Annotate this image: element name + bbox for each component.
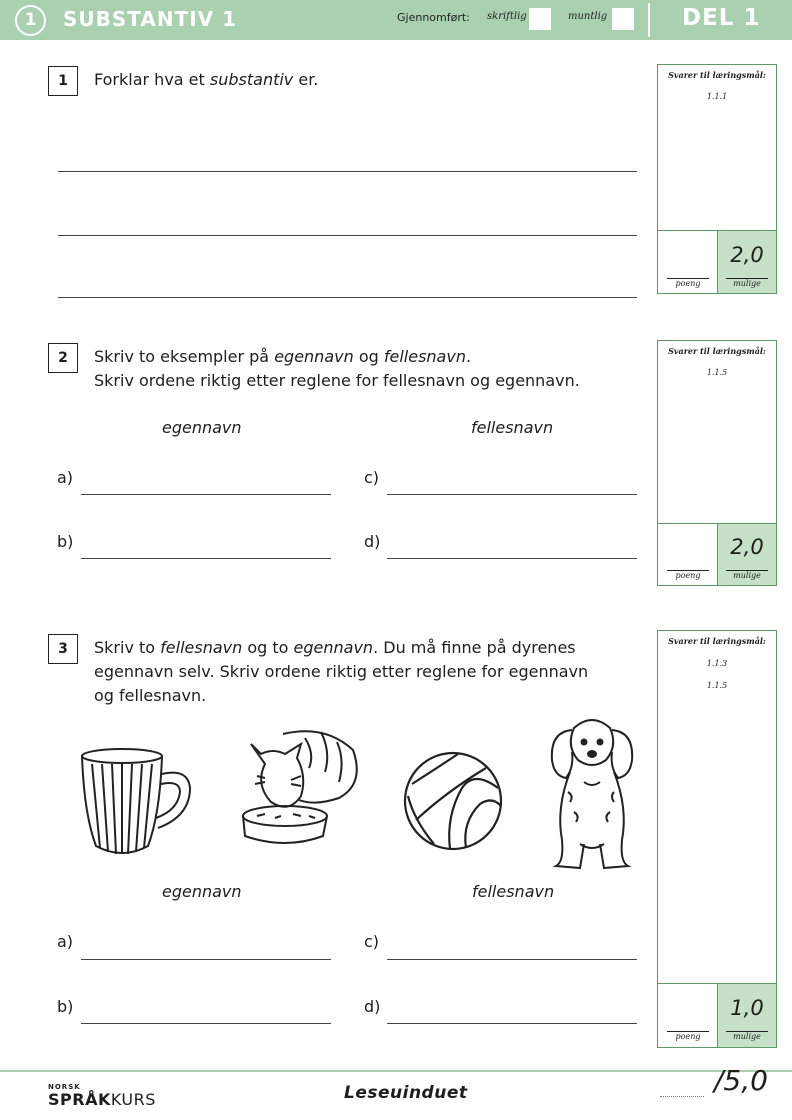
question-1-number: 1 (48, 66, 78, 96)
cat-eating-image (235, 724, 365, 854)
answer-line-d[interactable] (387, 558, 637, 559)
label-b: b) (57, 532, 74, 551)
score-panel-1 (657, 64, 777, 294)
written-checkbox[interactable] (529, 8, 551, 30)
answer-line-2[interactable] (58, 235, 637, 236)
learning-goal-code-2: 1.1.5 (706, 681, 728, 690)
q3-answer-line-d[interactable] (387, 1023, 637, 1024)
score-panel-2 (657, 340, 777, 586)
question-2-number: 2 (48, 343, 78, 373)
brand-logo: SPRÅKKURS (48, 1090, 156, 1109)
total-entry-line[interactable] (660, 1096, 704, 1097)
written-label: skriftlig (487, 11, 527, 22)
label-c: c) (364, 468, 380, 487)
possible-label: mulige (733, 571, 761, 580)
score-panel-3 (657, 630, 777, 1048)
brand-top-text: NORSK (48, 1083, 81, 1091)
oral-label: muntlig (568, 11, 608, 22)
page-title: SUBSTANTIV 1 (63, 7, 238, 31)
q3-answer-line-a[interactable] (81, 959, 331, 960)
q3-column-heading-egennavn: egennavn (162, 882, 242, 901)
label-d: d) (364, 532, 381, 551)
question-3-number: 3 (48, 634, 78, 664)
learning-goal-code: 1.1.5 (706, 368, 728, 377)
ball-image (400, 748, 506, 854)
question-2-line-2: Skriv ordene riktig etter reglene for fellesnavn og egennavn. (94, 371, 580, 390)
answer-line-a[interactable] (81, 494, 331, 495)
question-2-line-1: Skriv to eksempler på egennavn og fellesnavn. (94, 347, 472, 366)
possible-label: mulige (733, 279, 761, 288)
panel-heading: Svarer til læringsmål: (668, 346, 766, 356)
q3-label-c: c) (364, 932, 380, 951)
points-label: poeng (675, 1032, 701, 1041)
points-label: poeng (675, 279, 701, 288)
footer-divider (0, 1070, 792, 1072)
possible-points-value: 2,0 (730, 243, 764, 267)
q3-answer-line-c[interactable] (387, 959, 637, 960)
dog-image (544, 712, 640, 872)
possible-points-value: 1,0 (730, 996, 764, 1020)
learning-goal-code-1: 1.1.3 (706, 659, 728, 668)
header-divider (648, 3, 650, 37)
column-heading-egennavn: egennavn (162, 418, 242, 437)
answer-line-1[interactable] (58, 171, 637, 172)
total-possible: /5,0 (714, 1064, 768, 1097)
question-3-line-2: egennavn selv. Skriv ordene riktig etter reglene for egennavn (94, 662, 589, 681)
answer-line-b[interactable] (81, 558, 331, 559)
points-label: poeng (675, 571, 701, 580)
possible-points-value: 2,0 (730, 535, 764, 559)
learning-goal-code: 1.1.1 (706, 92, 728, 101)
q3-label-b: b) (57, 997, 74, 1016)
answer-line-c[interactable] (387, 494, 637, 495)
mug-image (76, 744, 196, 864)
q3-label-d: d) (364, 997, 381, 1016)
unit-number-badge: 1 (15, 5, 46, 36)
q3-column-heading-fellesnavn: fellesnavn (472, 882, 555, 901)
panel-heading: Svarer til læringsmål: (668, 636, 766, 646)
question-1-text: Forklar hva et substantiv er. (94, 70, 319, 89)
q3-answer-line-b[interactable] (81, 1023, 331, 1024)
oral-checkbox[interactable] (612, 8, 634, 30)
possible-label: mulige (733, 1032, 761, 1041)
column-heading-fellesnavn: fellesnavn (471, 418, 554, 437)
question-3-line-3: og fellesnavn. (94, 686, 207, 705)
question-3-line-1: Skriv to fellesnavn og to egennavn. Du må finne på dyrenes (94, 638, 576, 657)
completed-label: Gjennomført: (397, 11, 470, 24)
panel-heading: Svarer til læringsmål: (668, 70, 766, 80)
leseuinduet-logo: Leseuinduet (344, 1083, 468, 1103)
label-a: a) (57, 468, 74, 487)
q3-label-a: a) (57, 932, 74, 951)
answer-line-3[interactable] (58, 297, 637, 298)
section-label: DEL 1 (682, 5, 761, 31)
